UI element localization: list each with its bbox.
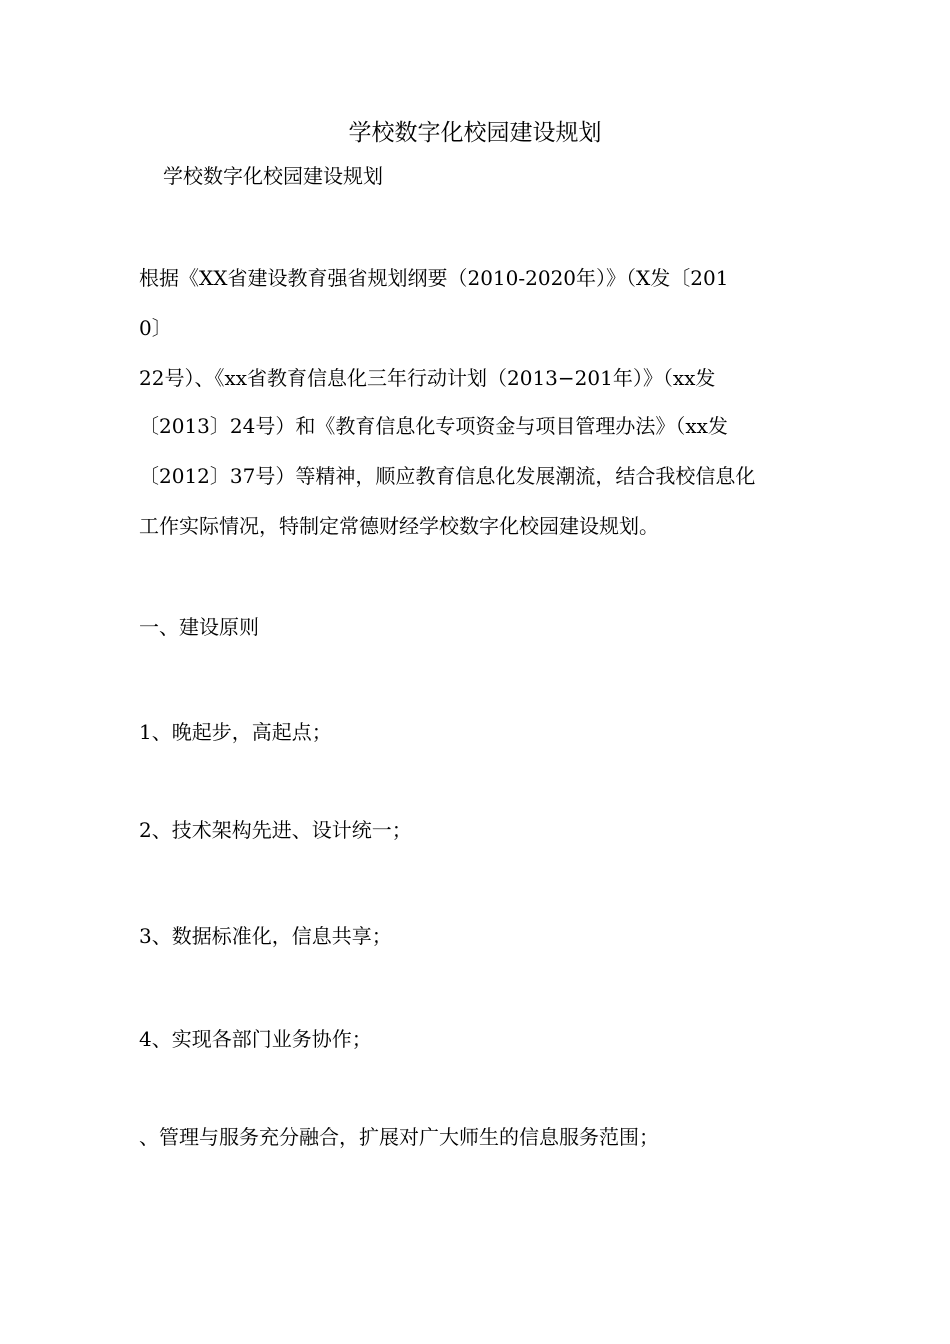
intro-line: 0〕 — [139, 316, 172, 340]
list-item: 4、实现各部门业务协作； — [139, 1027, 372, 1051]
intro-line: 工作实际情况，特制定常德财经学校数字化校园建设规划。 — [139, 514, 659, 538]
document-subtitle: 学校数字化校园建设规划 — [163, 164, 383, 188]
intro-line: 22号）、《xx省教育信息化三年行动计划（2013−201年）》（xx发 — [139, 366, 716, 390]
section-heading: 一、建设原则 — [139, 615, 259, 639]
intro-line: 〔2012〕37号）等精神，顺应教育信息化发展潮流，结合我校信息化 — [139, 464, 756, 488]
intro-line: 根据《XX省建设教育强省规划纲要（2010-2020年）》（X发〔201 — [139, 266, 729, 290]
document-title: 学校数字化校园建设规划 — [348, 120, 602, 146]
list-item: 、管理与服务充分融合，扩展对广大师生的信息服务范围； — [139, 1125, 659, 1149]
list-item: 3、数据标准化，信息共享； — [139, 924, 392, 948]
list-item: 1、晚起步，高起点； — [139, 720, 332, 744]
list-item: 2、技术架构先进、设计统一； — [139, 818, 412, 842]
intro-line: 〔2013〕24号）和《教育信息化专项资金与项目管理办法》（xx发 — [139, 414, 728, 438]
